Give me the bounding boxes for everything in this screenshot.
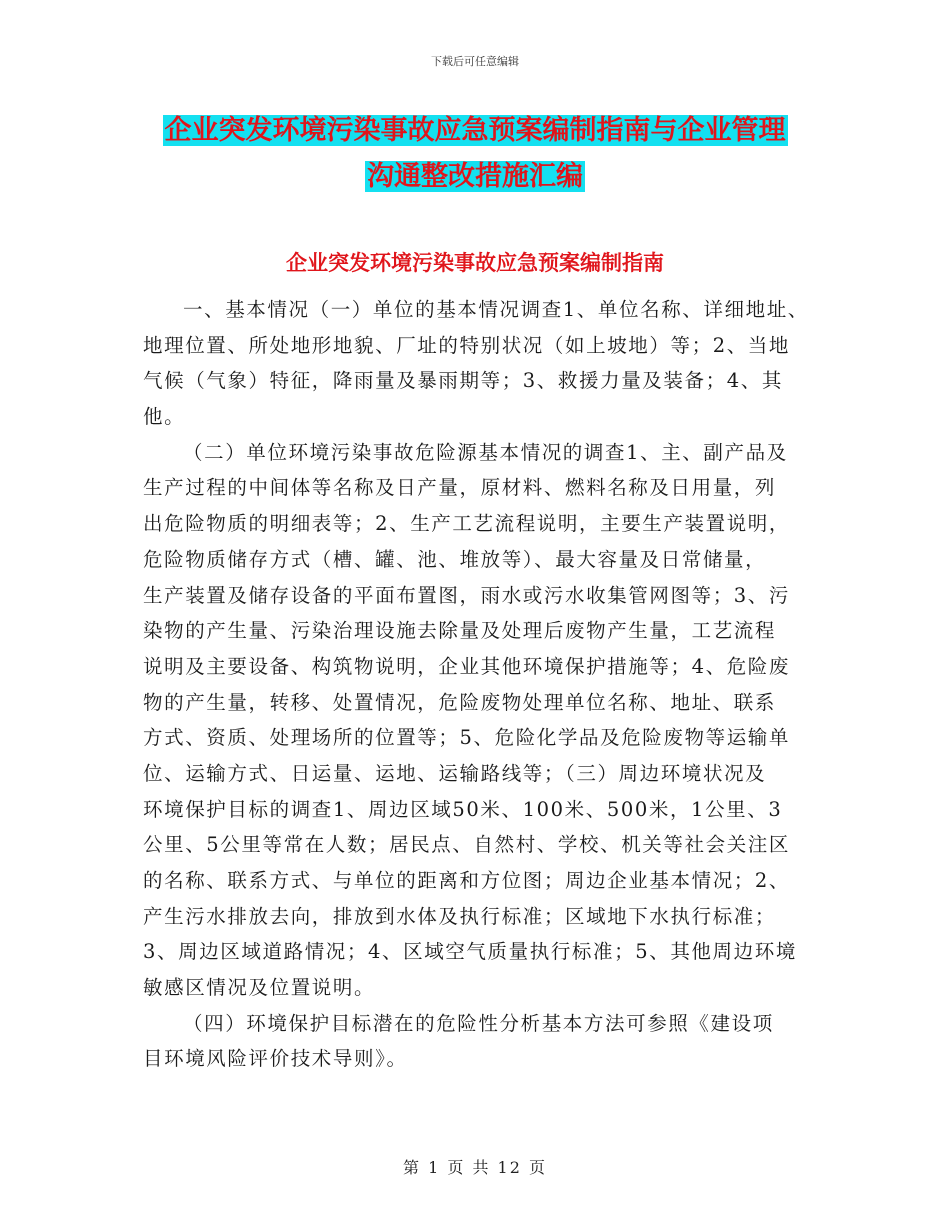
body-line: 一、基本情况（一）单位的基本情况调查1、单位名称、详细地址、 bbox=[183, 298, 809, 321]
body-line: 物的产生量，转移、处置情况，危险废物处理单位名称、地址、联系 bbox=[143, 690, 777, 714]
body-line: 出危险物质的明细表等；2、生产工艺流程说明，主要生产装置说明， bbox=[143, 512, 791, 536]
body-line: 方式、资质、处理场所的位置等；5、危险化学品及危险废物等运输单 bbox=[143, 726, 791, 750]
body-line: 他。 bbox=[143, 405, 186, 429]
title-highlight-1: 企业突发环境污染事故应急预案编制指南与企业管理 bbox=[164, 115, 786, 146]
document-title-line-1 bbox=[0, 108, 950, 154]
body-line: 公里、5公里等常在人数；居民点、自然村、学校、机关等社会关注区 bbox=[143, 833, 791, 857]
body-text bbox=[143, 292, 833, 1077]
document-title bbox=[0, 108, 950, 200]
body-line: 说明及主要设备、构筑物说明，企业其他环境保护措施等；4、危险废 bbox=[143, 654, 791, 678]
title-highlight-2: 沟通整改措施汇编 bbox=[367, 161, 583, 192]
header-note: 下载后可任意编辑 bbox=[431, 55, 519, 68]
page-footer: 第 1 页 共 12 页 bbox=[403, 1158, 547, 1177]
body-line: 3、周边区域道路情况；4、区域空气质量执行标准；5、其他周边环境 bbox=[143, 940, 797, 964]
body-line: 环境保护目标的调查1、周边区域50米、100米、500米，1公里、3 bbox=[143, 797, 783, 821]
body-line: 敏感区情况及位置说明。 bbox=[143, 976, 376, 1000]
body-line: 生产过程的中间体等名称及日产量，原材料、燃料名称及日用量，列 bbox=[143, 476, 777, 500]
body-line: 地理位置、所处地形地貌、厂址的特别状况（如上坡地）等；2、当地 bbox=[143, 333, 791, 357]
body-line: 目环境风险评价技术导则》。 bbox=[143, 1047, 408, 1071]
section-title: 企业突发环境污染事故应急预案编制指南 bbox=[286, 251, 664, 275]
body-line: 位、运输方式、日运量、运地、运输路线等；（三）周边环境状况及 bbox=[143, 761, 767, 785]
body-line: （四）环境保护目标潜在的危险性分析基本方法可参照《建设项 bbox=[183, 1011, 774, 1035]
body-line: 的名称、联系方式、与单位的距离和方位图；周边企业基本情况；2、 bbox=[143, 869, 791, 892]
body-line: 产生污水排放去向，排放到水体及执行标准；区域地下水执行标准； bbox=[143, 904, 777, 928]
body-line: 生产装置及储存设备的平面布置图，雨水或污水收集管网图等；3、污 bbox=[143, 583, 791, 607]
body-line: 染物的产生量、污染治理设施去除量及处理后废物产生量，工艺流程 bbox=[143, 619, 777, 643]
document-title-line-2 bbox=[0, 154, 950, 200]
body-line: （二）单位环境污染事故危险源基本情况的调查1、主、副产品及 bbox=[183, 440, 788, 464]
body-line: 气候（气象）特征，降雨量及暴雨期等；3、救援力量及装备；4、其 bbox=[143, 369, 783, 393]
body-line: 危险物质储存方式（槽、罐、池、堆放等）、最大容量及日常储量， bbox=[143, 547, 767, 571]
